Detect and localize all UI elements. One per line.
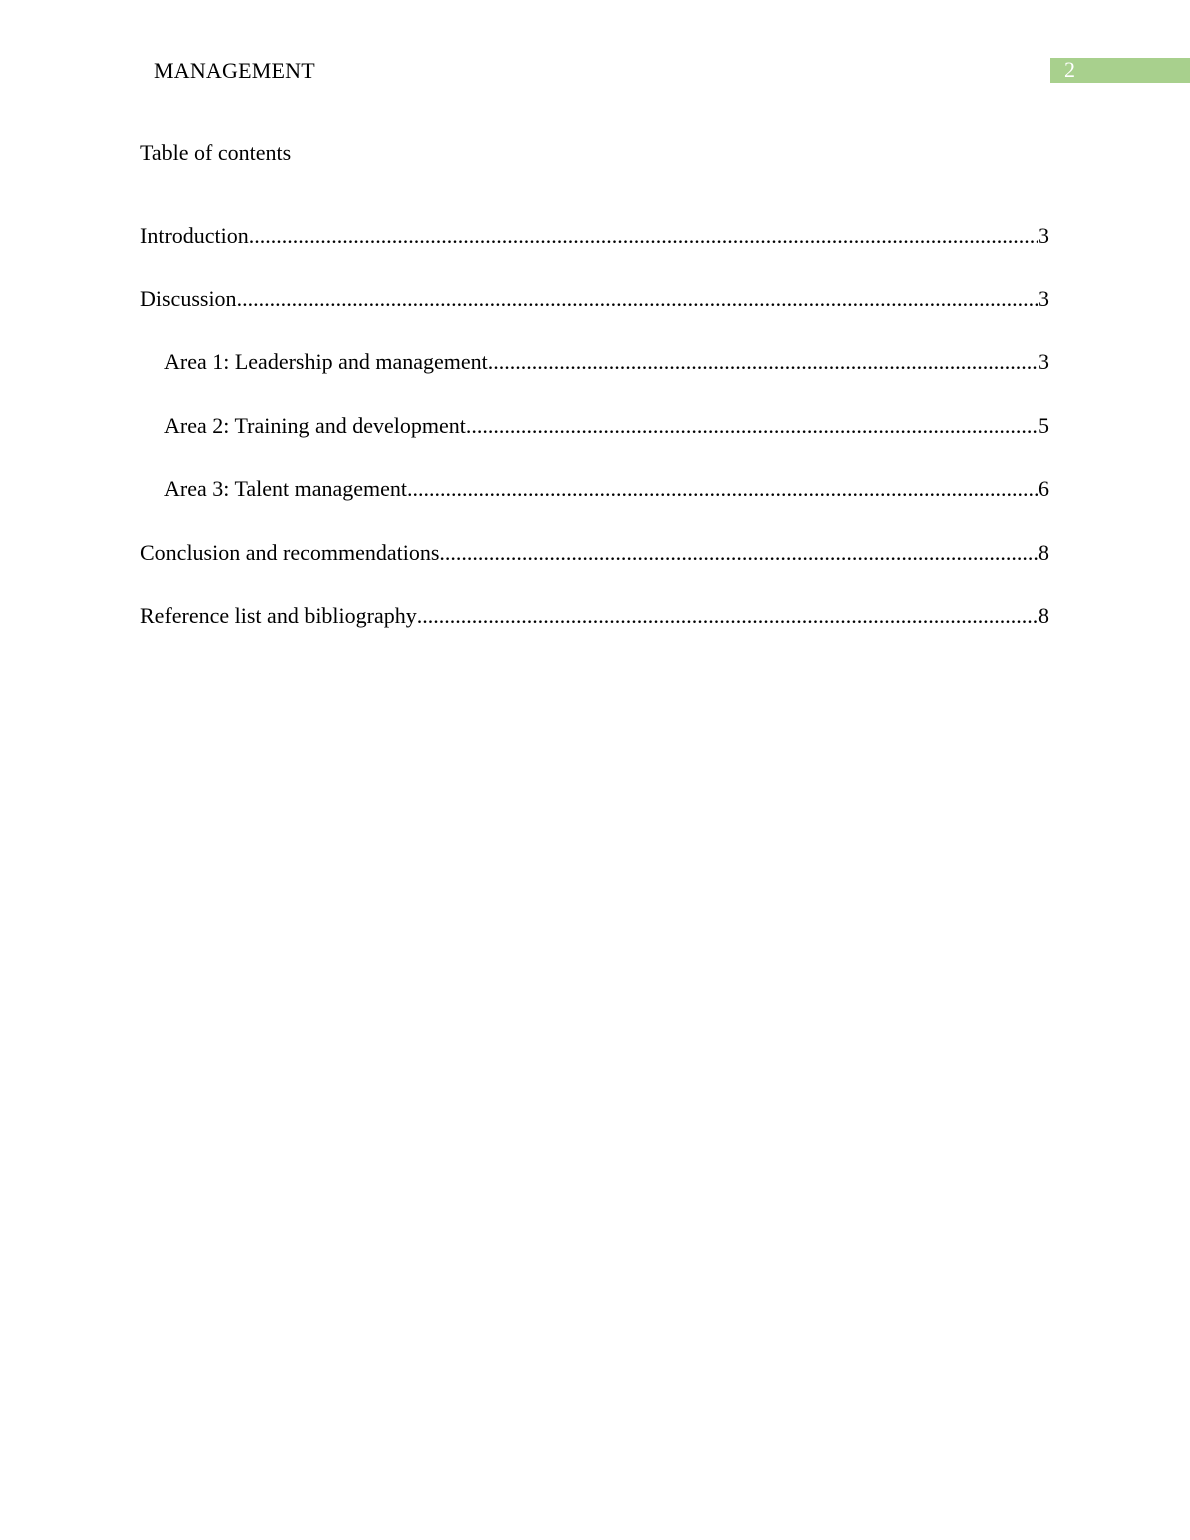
- toc-entry-conclusion[interactable]: [140, 539, 1049, 567]
- toc-entry-label: Introduction: [140, 223, 249, 248]
- page-number: 2: [1064, 57, 1075, 82]
- toc-entry-label: Area 1: Leadership and management: [164, 349, 488, 374]
- toc-entry-page: 8: [1038, 603, 1049, 628]
- toc-entry-references[interactable]: [140, 602, 1049, 630]
- toc-dot-leader: [488, 348, 1038, 376]
- toc-entry-page: 5: [1038, 413, 1049, 438]
- page-number-badge: [1050, 58, 1190, 83]
- running-header-title: MANAGEMENT: [154, 58, 315, 83]
- toc-entry-page: 6: [1038, 476, 1049, 501]
- toc-entry-page: 8: [1038, 540, 1049, 565]
- toc-entry-introduction[interactable]: [140, 222, 1049, 250]
- toc-entry-label: Conclusion and recommendations: [140, 540, 440, 565]
- toc-entry-label: Area 2: Training and development: [164, 413, 466, 438]
- toc-entry-label: Area 3: Talent management: [164, 476, 408, 501]
- toc-entry-page: 3: [1038, 223, 1049, 248]
- toc-entry-discussion[interactable]: [140, 285, 1049, 313]
- toc-entry-area-1[interactable]: [164, 348, 1049, 376]
- toc-heading: Table of contents: [140, 140, 292, 165]
- toc-dot-leader: [249, 222, 1038, 250]
- toc-entry-label: Reference list and bibliography: [140, 603, 417, 628]
- toc-dot-leader: [407, 475, 1038, 503]
- toc-dot-leader: [237, 285, 1038, 313]
- toc-entry-area-2[interactable]: [164, 412, 1049, 440]
- toc-entry-page: 3: [1038, 349, 1049, 374]
- toc-entry-area-3[interactable]: [164, 475, 1049, 503]
- toc-dot-leader: [439, 539, 1038, 567]
- toc-entry-label: Discussion: [140, 286, 237, 311]
- toc-dot-leader: [466, 412, 1038, 440]
- toc-dot-leader: [417, 602, 1038, 630]
- toc-entry-page: 3: [1038, 286, 1049, 311]
